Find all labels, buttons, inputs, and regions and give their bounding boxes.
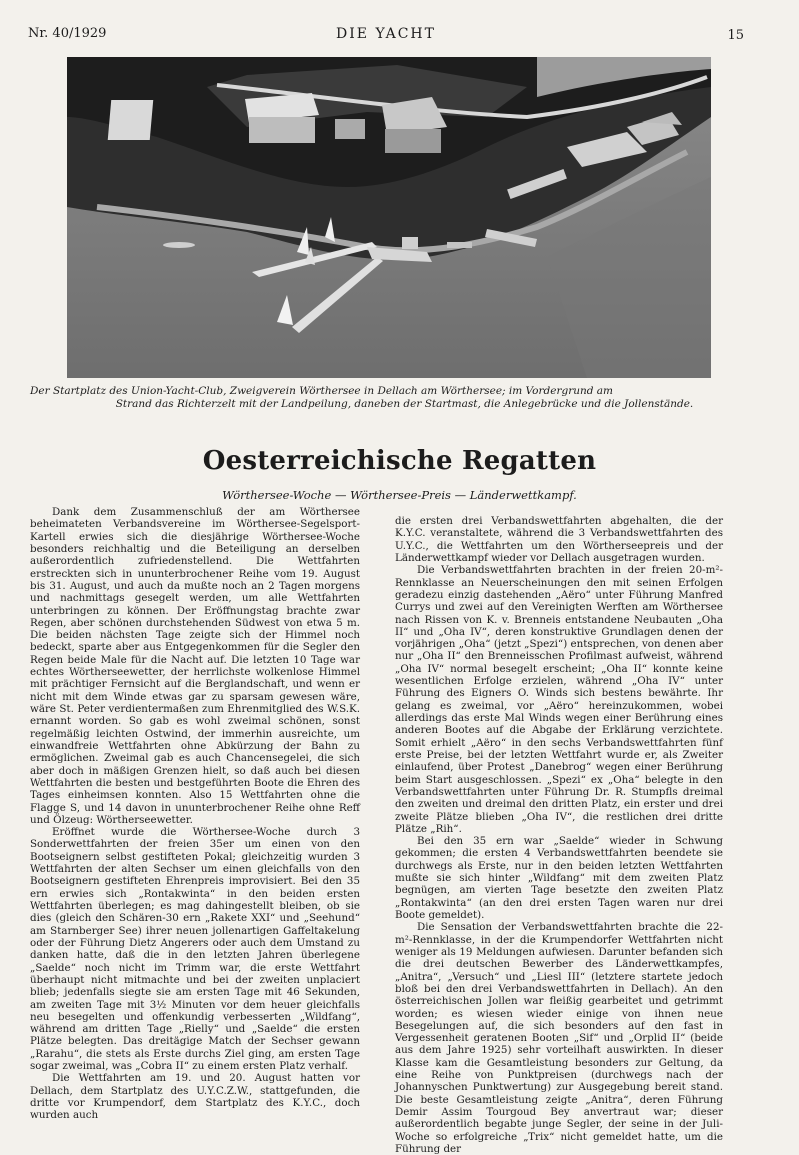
aerial-photo-startplatz [67, 57, 711, 378]
page-header [28, 26, 744, 46]
paragraph: die ersten drei Verbandswettfahrten abgehalten, die der K.Y.C. veranstaltete, während die 3 Verbandswettfahrten des U.Y.C., die Wettfahrten um den Wörtherseepreis und der Länderwettkampf wieder vor Dellach ausgetragen wurden. [395, 515, 723, 564]
article-title: Oesterreichische Regatten [202, 446, 597, 476]
issue-number: Nr. 40/1929 [28, 26, 107, 41]
paragraph: Eröffnet wurde die Wörthersee-Woche durch 3 Sonderwettfahrten der freien 35er um einen von den Bootseignern selbst gestifteten Pokal; gleichzeitig wurden 3 Wettfahrten der alten Sechser um einen gleichfalls von den Bootseignern gestifteten Ehrenpreis improvisiert. Bei den 35 ern erwies sich „Rontakwinta“ in den beiden ersten Wettfahrten überlegen; es mag dahingestellt bleiben, ob sie dies (gleich den Schären-30 ern „Rakete XXI“ und „Seehund“ am Starnberger See) ihrer neuen jollenartigen Gaffeltakelung oder der Führung Dietz Angerers oder auch dem Umstand zu danken hatte, daß die in den letzten Jahren überlegene „Saelde“ noch nicht im Trimm war, die erste Wettfahrt überhaupt nicht mitmachte und bei der zweiten unplaciert blieb; jedenfalls siegte sie am ersten Tage mit 46 Sekunden, am zweiten Tage mit 3½ Minuten vor dem heuer gleichfalls neu besegelten und offenkundig verbesserten „Wildfang“, während am dritten Tage „Rielly“ und „Saelde“ die ersten Plätze belegten. Das dreitägige Match der Sechser gewann „Rarahu“, die stets als Erste durchs Ziel ging, am ersten Tage sogar zweimal, was „Cobra II“ zu einem ersten Platz verhalf. [30, 826, 360, 1073]
article-column-left [30, 506, 360, 1122]
paragraph: Bei den 35 ern war „Saelde“ wieder in Schwung gekommen; die ersten 4 Verbandswettfahrten beendete sie durchwegs als Erste, nur in den beiden letzten Wettfahrten mußte sie sich hinter „Wildfang“ mit dem zweiten Platz begnügen, am vierten Tage besetzte den zweiten Platz „Rontakwinta“ (an den drei ersten Tagen waren nur drei Boote gemeldet). [395, 835, 723, 921]
paragraph: Die Verbandswettfahrten brachten in der freien 20-m²-Rennklasse an Neuerscheinungen den mit seinen Erfolgen geradezu einzig dastehenden „Aëro“ unter Führung Manfred Currys und zwei auf den Vereinigten Werften am Wörthersee nach Rissen von K. v. Brenneis entstandene Neubauten „Oha II“ und „Oha IV“, deren konstruktive Grundlagen denen der vorjährigen „Oha“ (jetzt „Spezi“) entsprechen, von denen aber nur „Oha II“ den Brenneisschen Profilmast aufweist, während „Oha IV“ normal besegelt erscheint; „Oha II“ konnte keine wesentlichen Erfolge erzielen, während „Oha IV“ unter Führung des Eigners O. Winds sich bestens bewährte. Ihr gelang es zweimal, vor „Aëro“ hereinzukommen, wobei allerdings das erste Mal Winds wegen einer Berührung eines anderen Bootes auf die Abgabe der Erklärung verzichtete. Somit erhielt „Aëro“ in den sechs Verbandswettfahrten fünf erste Preise, bei der letzten Wettfahrt wurde er, als Zweiter einlaufend, über Protest „Danebrog“ wegen einer Berührung beim Start ausgeschlossen. „Spezi“ ex „Oha“ belegte in den Verbandswettfahrten unter Führung Dr. R. Stumpfls dreimal den zweiten und dreimal den dritten Platz, ein erster und drei zweite Plätze blieben „Oha IV“, die restlichen drei dritte Plätze „Rih“. [395, 564, 723, 835]
photo-caption [30, 385, 779, 411]
paragraph: Dank dem Zusammenschluß der am Wörthersee beheimateten Verbandsvereine im Wörthersee-Segelsport-Kartell erwies sich die diesjährige Wörthersee-Woche besonders reichhaltig und die Beteiligung an derselben außerordentlich zufriedenstellend. Die Wettfahrten erstreckten sich in ununterbrochener Reihe vom 19. August bis 31. August, und auch da mußte noch an 2 Tagen morgens und nachmittags gesegelt werden, um alle Wettfahrten unterbringen zu können. Der Eröffnungstag brachte zwar Regen, aber schönen durchstehenden Südwest von etwa 5 m. Die beiden nächsten Tage zeigte sich der Himmel noch bedeckt, sparte aber aus Entgegenkommen für die Segler den Regen beide Male für die Nacht auf. Die letzten 10 Tage war echtes Wörtherseewetter, der herrlichste wolkenlose Himmel mit prächtiger Fernsicht auf die Berglandschaft, und wenn er nicht mit dem Winde etwas gar zu sparsam gewesen wäre, wäre St. Peter verdientermaßen zum Ehrenmitglied des W.S.K. ernannt worden. So gab es wohl zweimal schönen, sonst regelmäßig leichten Ostwind, der immerhin ausreichte, um einwandfreie Wettfahrten ohne Abkürzung der Bahn zu ermöglichen. Zweimal gab es auch Chancensegelei, die sich aber doch in mäßigen Grenzen hielt, so daß auch bei diesen Wettfahrten die besten und bestgeführten Boote die Ehren des Tages einheimsen konnten. Also 15 Wettfahrten ohne die Flagge S, und 14 davon in ununterbrochener Reihe ohne Reff und Ölzeug: Wörtherseewetter. [30, 506, 360, 826]
article-column-right [395, 515, 723, 1155]
paragraph: Die Wettfahrten am 19. und 20. August hatten vor Dellach, dem Startplatz des U.Y.C.Z.W., stattgefunden, die dritte vor Krumpendorf, dem Startplatz des K.Y.C., doch wurden auch [30, 1072, 360, 1122]
caption-line-2: Strand das Richterzelt mit der Landpeilung, daneben der Startmast, die Anlegebrücke und die Jollenstände. [115, 398, 694, 410]
paragraph: Die Sensation der Verbandswettfahrten brachte die 22-m²-Rennklasse, in der die Krumpendorfer Wettfahrten nicht weniger als 19 Meldungen aufwiesen. Darunter befanden sich die drei deutschen Bewerber des Länderwettkampfes, „Anitra“, „Versuch“ und „Liesl III“ (letztere startete jedoch bloß bei den drei Verbandswettfahrten in Dellach). An den österreichischen Jollen war fleißig gearbeitet und getrimmt worden; es wiesen wieder einige von ihnen neue Besegelungen auf, die sich besonders auf den fast in Vergessenheit geratenen Booten „Sif“ und „Orplid II“ (beide aus dem Jahre 1925) sehr vorteilhaft auswirkten. In dieser Klasse kam die Gesamtleistung besonders zur Geltung, da eine Reihe von Punktpreisen (durchwegs nach der Johannyschen Punktwertung) zur Ausgegebung bereit stand. Die beste Gesamtleistung zeigte „Anitra“, deren Führung Demir Assim Tourgoud Bey anvertraut war; dieser außerordentlich begabte junge Segler, der seine in der Juli-Woche so erfolgreiche „Trix“ nicht gemeldet hatte, um die Führung der [395, 921, 723, 1155]
caption-line-1: Der Startplatz des Union-Yacht-Club, Zweigverein Wörthersee in Dellach am Wörthersee; im Vordergrund am [30, 385, 614, 397]
magazine-name: DIE YACHT [336, 26, 436, 42]
article-subtitle: Wörthersee-Woche — Wörthersee-Preis — Länderwettkampf. [222, 488, 577, 502]
page-number: 15 [727, 28, 744, 43]
